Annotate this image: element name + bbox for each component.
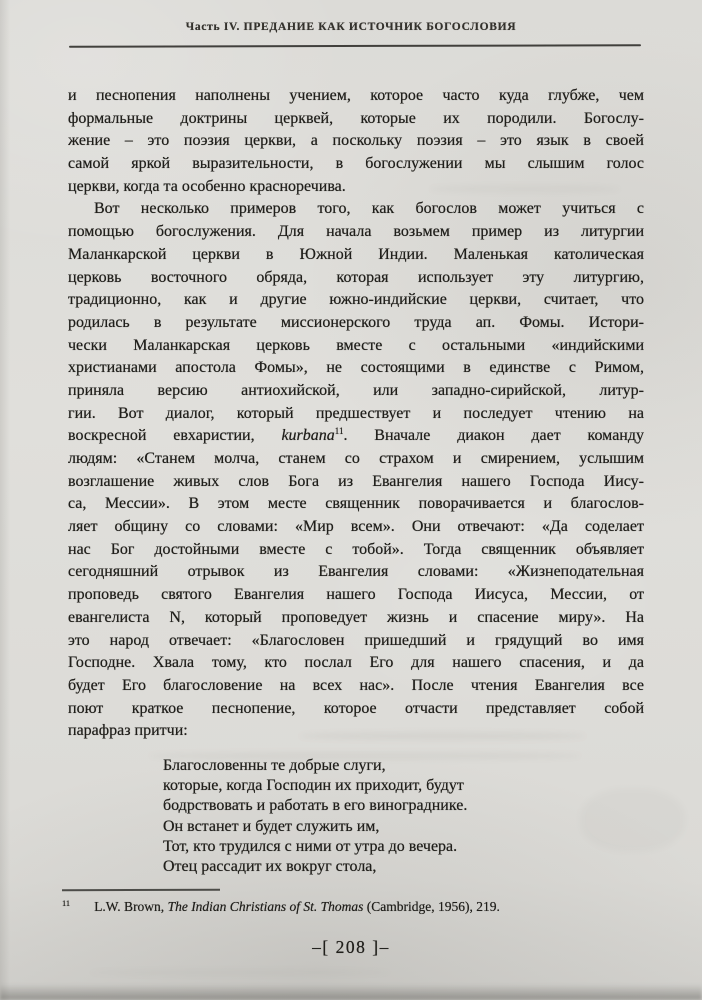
text-line: будет Его благословение на всех нас». После чтения Евангелия все bbox=[68, 676, 644, 694]
footnote-rule bbox=[62, 889, 220, 892]
scan-smudge bbox=[580, 788, 685, 852]
text-line: церкви, когда та особенно красноречива. bbox=[68, 177, 346, 195]
text-line: формальные доктрины церквей, которые их породили. Богослу- bbox=[68, 109, 644, 127]
footnote bbox=[62, 898, 640, 916]
footnote-marker: 11 bbox=[62, 898, 71, 908]
text-line: евангелиста N, который проповедует жизнь и спасение миру». На bbox=[68, 608, 644, 626]
text-line: родилась в результате миссионерского труда ап. Фомы. Истори- bbox=[68, 313, 644, 331]
verse-line: Тот, кто трудился с ними от утра до вечера. bbox=[163, 837, 458, 855]
text-line: чески Маланкарская церковь вместе с остальными «индийскими bbox=[68, 336, 644, 354]
verse-block bbox=[163, 756, 583, 877]
verse-line: Отец рассадит их вокруг стола, bbox=[163, 857, 377, 875]
text-line: Господне. Хвала тому, кто послал Его для нашего спасения, и да bbox=[68, 654, 644, 672]
text-line: христианами апостола Фомы», не состоящими в единстве с Римом, bbox=[68, 359, 644, 377]
paragraph bbox=[68, 198, 644, 743]
paragraph bbox=[68, 85, 644, 198]
verse-line: Благословенны те добрые слуги, bbox=[163, 757, 386, 774]
scan-smudge bbox=[150, 752, 580, 760]
running-header: Часть IV. ПРЕДАНИЕ КАК ИСТОЧНИК БОГОСЛОВИЯ bbox=[185, 21, 517, 33]
text-line: ляет общину со словами: «Мир всем». Они отвечают: «Да соделает bbox=[68, 518, 644, 536]
text-line: проповедь святого Евангелия нашего Господа Иисуса, Мессии, от bbox=[68, 586, 644, 604]
verse-line: Он встанет и будет служить им, bbox=[163, 817, 380, 835]
verse-line: которые, когда Господин их приходит, будут bbox=[163, 777, 464, 795]
text-line: это народ отвечает: «Благословен пришедший и грядущий во имя bbox=[68, 631, 644, 649]
verse-line: бодрствовать и работать в его винограднике. bbox=[163, 797, 468, 815]
text-line: жение – это поэзия церкви, а поскольку поэзия – это язык в своей bbox=[68, 132, 644, 150]
text-line: и песнопения наполнены учением, которое часто куда глубже, чем bbox=[68, 87, 644, 104]
text-line: людям: «Станем молча, станем со страхом и смирением, услышим bbox=[68, 450, 644, 467]
footnote-text: L.W. Brown, The Indian Christians of St. Thomas (Cambridge, 1956), 219. bbox=[94, 899, 500, 914]
scan-bottom-shadow bbox=[0, 984, 702, 1000]
page-number: –[ 208 ]– bbox=[312, 937, 390, 957]
text-line: Вот несколько примеров того, как богослов может учиться с bbox=[94, 200, 644, 218]
text-line: гии. Вот диалог, который предшествует и последует чтению на bbox=[68, 404, 644, 422]
text-line: церковь восточного обряда, которая использует эту литургию, bbox=[68, 268, 644, 286]
text-line: традиционно, как и другие южно-индийские церкви, считает, что bbox=[68, 291, 644, 309]
header-rule bbox=[69, 44, 641, 47]
scan-smudge bbox=[300, 732, 585, 740]
text-line: возглашение живых слов Бога из Евангелия нашего Господа Иису- bbox=[68, 472, 644, 490]
text-line: помощью богослужения. Для начала возьмем пример из литургии bbox=[68, 223, 644, 241]
scan-smudge bbox=[430, 185, 620, 193]
text-line: нас Бог достойными вместе с тобой». Тогда священник объявляет bbox=[68, 540, 644, 558]
scan-edge-shade bbox=[0, 0, 10, 1000]
text-line: приняла версию антиохийской, или западно-сирийской, литур- bbox=[68, 381, 644, 399]
text-line: поют краткое песнопение, которое отчасти представляет собой bbox=[68, 699, 644, 717]
body-text bbox=[68, 85, 644, 743]
scan-smudge bbox=[90, 969, 390, 976]
text-line: самой яркой выразительности, в богослужении мы слышим голос bbox=[68, 155, 644, 173]
text-line: воскресной евхаристии, kurbana$^{11}$. Вначале диакон дает команду bbox=[68, 426, 644, 445]
text-line: парафраз притчи: bbox=[68, 722, 188, 740]
text-line: сегодняшний отрывок из Евангелия словами: «Жизнеподательная bbox=[68, 563, 644, 581]
text-line: са, Мессии». В этом месте священник поворачивается и благослов- bbox=[68, 495, 644, 513]
text-line: Маланкарской церкви в Южной Индии. Маленькая католическая bbox=[68, 245, 644, 263]
